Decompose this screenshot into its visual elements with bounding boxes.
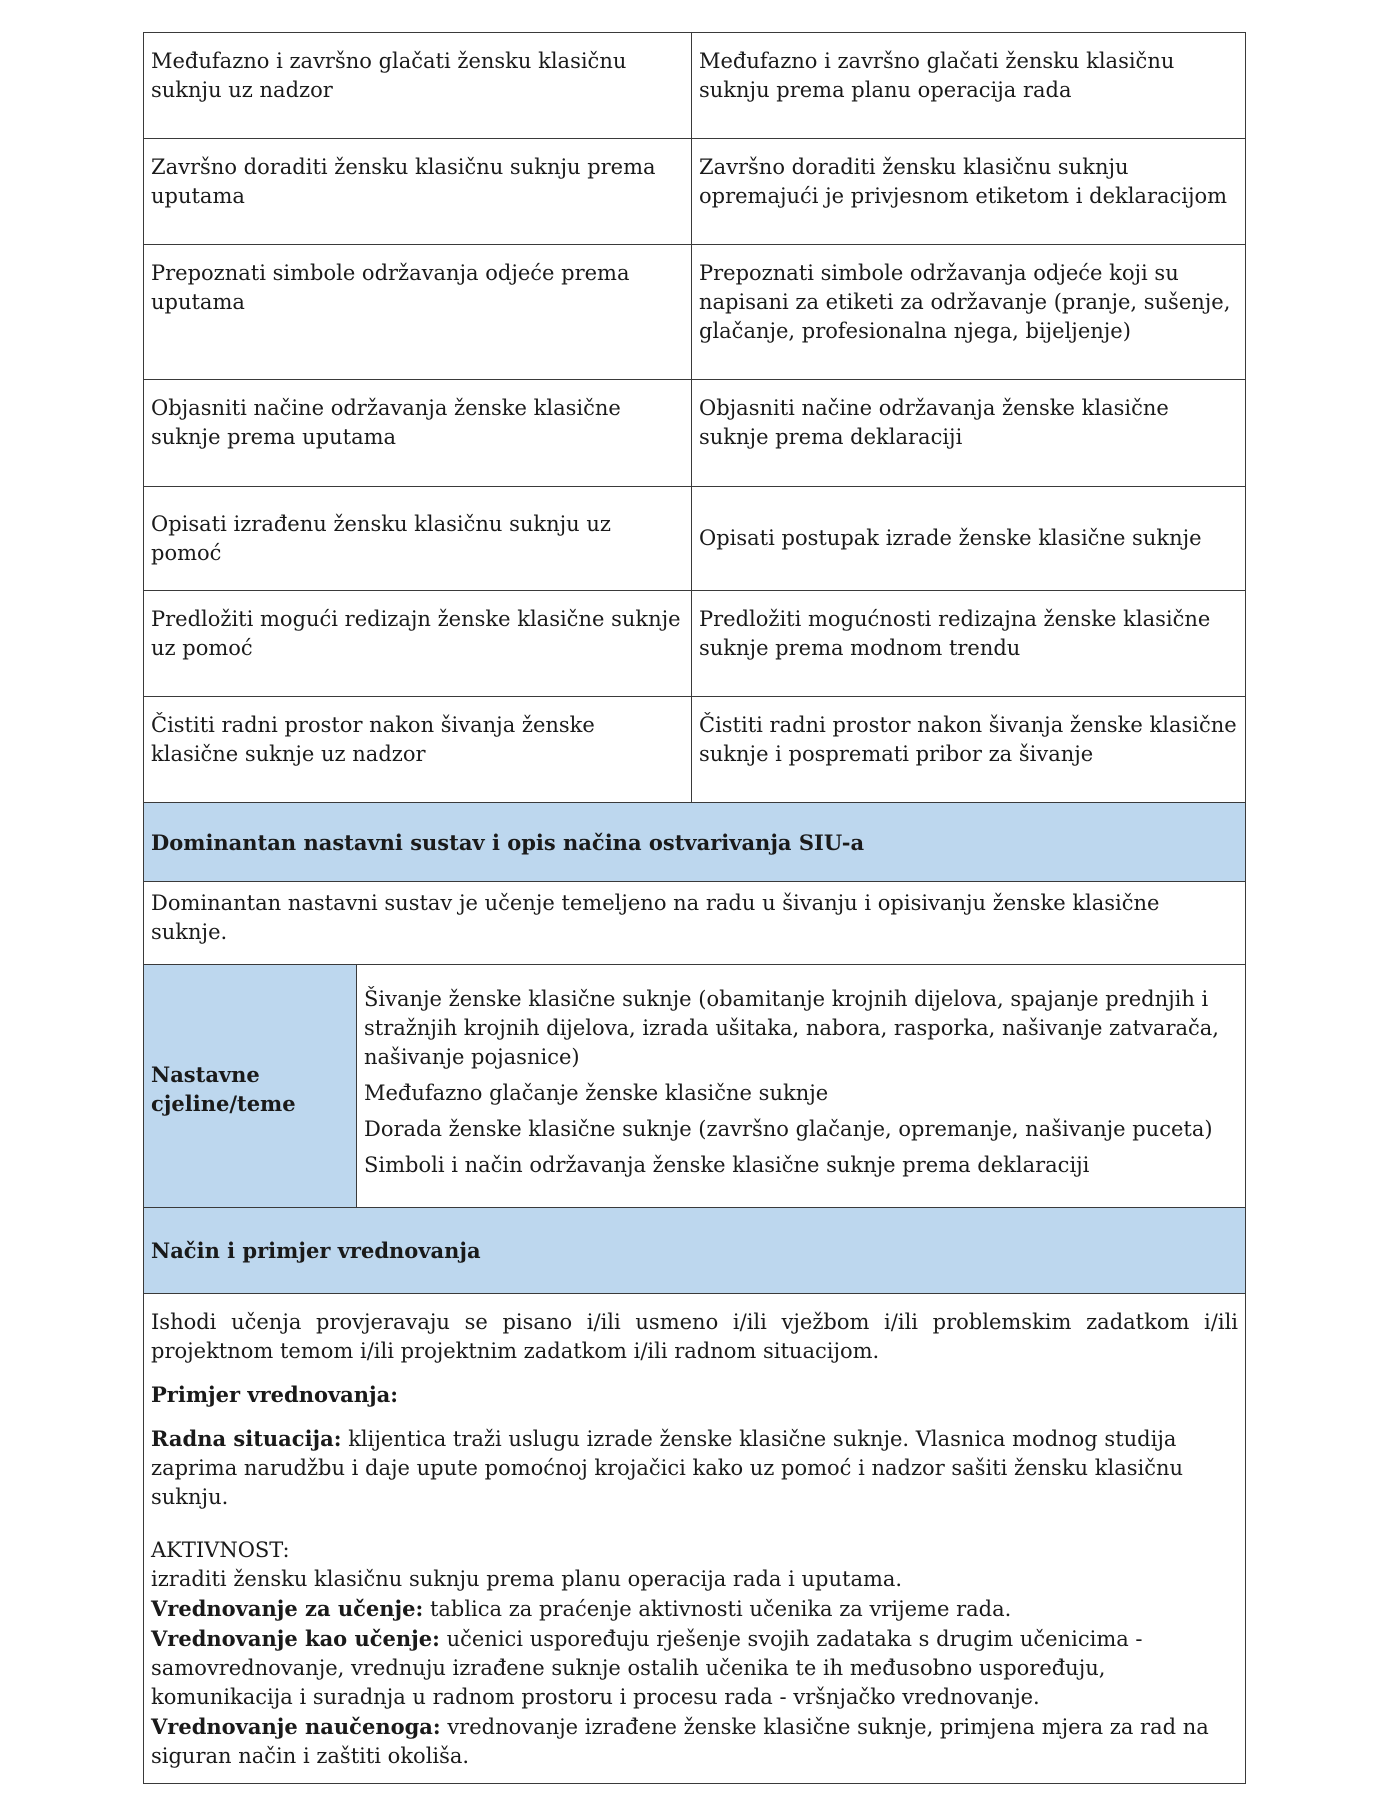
outcome-advanced: Opisati postupak izrade ženske klasične suknje: [692, 487, 1246, 591]
activity-block: [151, 1536, 1238, 1771]
dominant-heading: Dominantan nastavni sustav i opis načina ostvarivanja SIU-a: [144, 803, 1246, 882]
theme-item: Međufazno glačanje ženske klasične suknje: [364, 1081, 829, 1105]
curriculum-table: [143, 32, 1246, 1784]
eval-as-learning: Vrednovanje kao učenje: učenici uspoređuju rješenje svojih zadataka s drugim učenicima - samovrednovanje, vrednuju izrađene suknje ostalih učenika te ih međusobno uspoređuju, komunikacija i suradnja u radnom prostoru i procesu rada - vršnjačko vrednovanje.: [151, 1626, 1143, 1709]
activity-label: AKTIVNOST:: [151, 1538, 290, 1562]
outcome-advanced: Prepoznati simbole održavanja odjeće koji su napisani za etiketi za održavanje (pranje, sušenje, glačanje, profesionalna njega, bijeljenje): [692, 245, 1246, 380]
dominant-text: Dominantan nastavni sustav je učenje temeljeno na radu u šivanju i opisivanju ženske klasične suknje.: [144, 882, 1246, 965]
outcome-row: [144, 591, 1246, 697]
outcome-basic: Objasniti načine održavanja ženske klasične suknje prema uputama: [144, 380, 692, 487]
document-page: [143, 32, 1245, 1784]
situation-text: klijentica traži uslugu izrade ženske klasične suknje. Vlasnica modnog studija zaprima narudžbu i daje upute pomoćnoj krojačici kako uz pomoć i nadzor sašiti žensku klasičnu suknju.: [151, 1427, 1184, 1509]
outcome-basic: Prepoznati simbole održavanja odjeće prema uputama: [144, 245, 692, 380]
outcome-basic: Opisati izrađenu žensku klasičnu suknju uz pomoć: [144, 487, 692, 591]
outcome-advanced: Predložiti mogućnosti redizajna ženske klasične suknje prema modnom trendu: [692, 591, 1246, 697]
outcome-row: [144, 245, 1246, 380]
evaluation-heading: Način i primjer vrednovanja: [144, 1208, 1246, 1294]
outcome-row: [144, 380, 1246, 487]
theme-item: Šivanje ženske klasične suknje (obamitanje krojnih dijelova, spajanje prednjih i stražnjih krojnih dijelova, izrada ušitaka, nabora, rasporka, našivanje zatvarača, našivanje pojasnice): [364, 987, 1219, 1069]
situation-label: Radna situacija:: [151, 1426, 342, 1451]
example-title: Primjer vrednovanja:: [151, 1382, 399, 1407]
activity-text: izraditi žensku klasičnu suknju prema planu operacija rada i uputama.: [151, 1567, 903, 1591]
dominant-row: [144, 882, 1246, 965]
outcome-row: [144, 33, 1246, 139]
eval-for-learning: Vrednovanje za učenje: tablica za praćenje aktivnosti učenika za vrijeme rada.: [151, 1596, 1012, 1621]
themes-list: [357, 965, 1246, 1208]
section-header: [144, 1208, 1246, 1294]
theme-item: Dorada ženske klasične suknje (završno glačanje, opremanje, našivanje puceta): [364, 1117, 1213, 1141]
evaluation-row: [144, 1294, 1246, 1784]
themes-row: [144, 965, 1246, 1208]
outcome-basic: Završno doraditi žensku klasičnu suknju prema uputama: [144, 139, 692, 245]
themes-label: Nastavne cjeline/teme: [144, 965, 357, 1208]
work-situation: [151, 1424, 1238, 1512]
outcome-basic: Čistiti radni prostor nakon šivanja ženske klasične suknje uz nadzor: [144, 697, 692, 803]
eval-of-learning: Vrednovanje naučenoga: vrednovanje izrađene ženske klasične suknje, primjena mjera za rad na siguran način i zaštiti okoliša.: [151, 1714, 1209, 1768]
outcome-basic: Međufazno i završno glačati žensku klasičnu suknju uz nadzor: [144, 33, 692, 139]
outcome-advanced: Objasniti načine održavanja ženske klasične suknje prema deklaraciji: [692, 380, 1246, 487]
outcome-row: [144, 139, 1246, 245]
outcome-advanced: Međufazno i završno glačati žensku klasičnu suknju prema planu operacija rada: [692, 33, 1246, 139]
theme-item: Simboli i način održavanja ženske klasične suknje prema deklaraciji: [364, 1153, 1090, 1177]
outcome-row: [144, 487, 1246, 591]
evaluation-intro: Ishodi učenja provjeravaju se pisano i/ili usmeno i/ili vježbom i/ili problemskim zadatkom i/ili projektnom temom i/ili projektnim zadatkom i/ili radnom situacijom.: [151, 1310, 1238, 1363]
outcome-basic: Predložiti mogući redizajn ženske klasične suknje uz pomoć: [144, 591, 692, 697]
section-header: [144, 803, 1246, 882]
outcome-advanced: Završno doraditi žensku klasičnu suknju opremajući je privjesnom etiketom i deklaracijom: [692, 139, 1246, 245]
evaluation-body: [144, 1294, 1246, 1784]
outcome-row: [144, 697, 1246, 803]
outcome-advanced: Čistiti radni prostor nakon šivanja ženske klasične suknje i pospremati pribor za šivanje: [692, 697, 1246, 803]
